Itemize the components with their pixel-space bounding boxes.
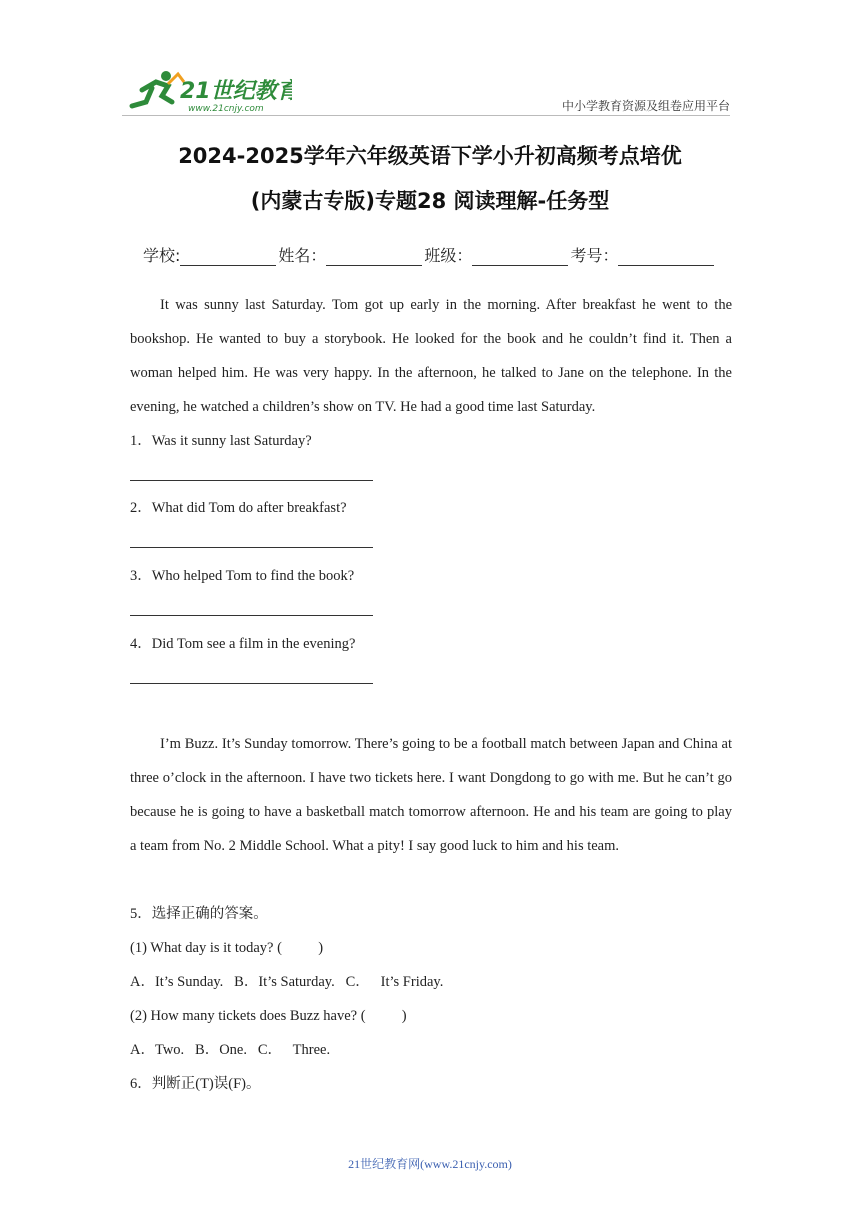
question-1: 1．Was it sunny last Saturday?: [130, 433, 312, 449]
school-label: 学校:: [143, 246, 181, 265]
exam-number-field[interactable]: [618, 245, 714, 266]
page-title-line1: 2024-2025学年六年级英语下学小升初高频考点培优: [178, 144, 682, 168]
name-field[interactable]: [326, 245, 422, 266]
question-5-options-1: A．It’s Sunday. B．It’s Saturday. C． It’s Friday.: [130, 974, 444, 990]
question-3: 3．Who helped Tom to find the book?: [130, 568, 355, 584]
class-label: 班级：: [424, 246, 473, 265]
header-divider: [122, 115, 730, 116]
answer-line-3[interactable]: [130, 615, 373, 616]
svg-text:21世纪教育: 21世纪教育: [180, 79, 292, 104]
answer-line-2[interactable]: [130, 547, 373, 548]
reading-passage-1: It was sunny last Saturday. Tom got up early in the morning. After breakfast he went to the bookshop. He wanted to buy a storybook. He looked for the book and he couldn’t find it. Then a woman helped him. He was very happy. In the afternoon, he talked to Jane on the telephone. In the evening, he watched a children’s show on TV. He had a good time last Saturday.: [130, 297, 732, 415]
question-4: 4．Did Tom see a film in the evening?: [130, 636, 356, 652]
runner-icon: [122, 68, 292, 116]
school-field[interactable]: [180, 245, 276, 266]
name-label: 姓名：: [278, 246, 327, 265]
platform-name: 中小学教育资源及组卷应用平台: [561, 99, 730, 113]
class-field[interactable]: [472, 245, 568, 266]
answer-line-1[interactable]: [130, 480, 373, 481]
page-footer: 21世纪教育网(www.21cnjy.com): [348, 1157, 512, 1171]
question-5-heading: 5．选择正确的答案。: [130, 906, 268, 922]
site-logo: [122, 68, 292, 116]
question-5-sub-1: (1) What day is it today? ( ): [130, 940, 324, 956]
question-5-options-2: A．Two. B．One. C． Three.: [130, 1042, 331, 1058]
answer-line-4[interactable]: [130, 683, 373, 684]
svg-text:www.21cnjy.com: www.21cnjy.com: [188, 104, 264, 114]
question-2: 2．What did Tom do after breakfast?: [130, 500, 347, 516]
reading-passage-2: I’m Buzz. It’s Sunday tomorrow. There’s going to be a football match between Japan and China at three o’clock in the afternoon. I have two tickets here. I want Dongdong to go with me. But he can’t go because he is going to have a basketball match tomorrow afternoon. He and his team are going to play a team from No. 2 Middle School. What a pity! I say good luck to him and his team.: [130, 736, 732, 854]
exam-number-label: 考号：: [570, 246, 619, 265]
student-info-row: [143, 243, 716, 266]
page-title-line2: (内蒙古专版)专题28 阅读理解-任务型: [250, 189, 610, 213]
question-5-sub-2: (2) How many tickets does Buzz have? ( ): [130, 1008, 407, 1024]
question-6-heading: 6．判断正(T)误(F)。: [130, 1076, 261, 1092]
